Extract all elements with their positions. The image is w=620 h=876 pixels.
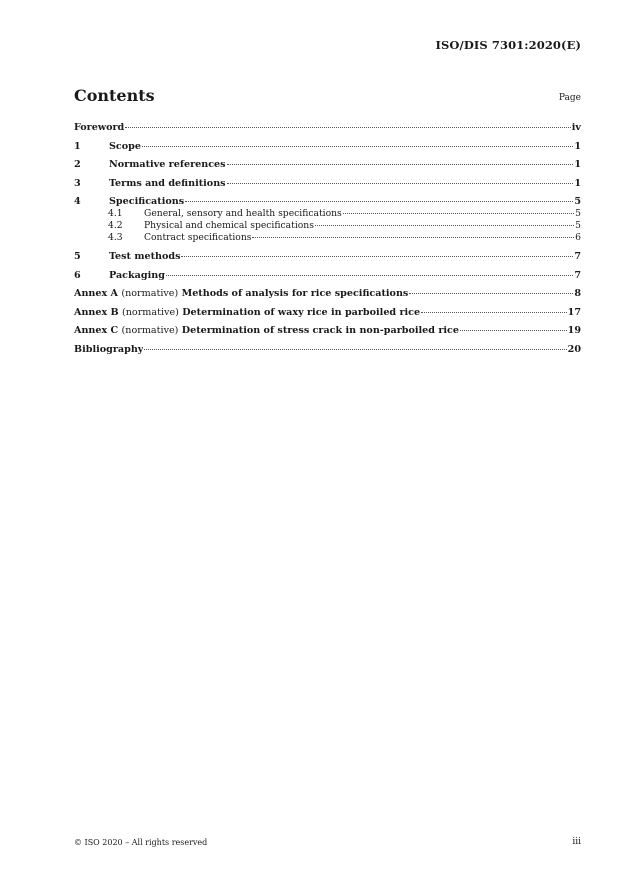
toc-entry-title: Physical and chemical specifications	[144, 220, 314, 232]
toc-entry-title: Packaging	[109, 269, 165, 281]
table-of-contents	[74, 122, 581, 362]
toc-entry-number: 3	[74, 177, 81, 189]
toc-entry-foreword[interactable]	[74, 122, 581, 134]
toc-entry-title	[74, 307, 420, 319]
toc-entry-terms-and-definitions[interactable]	[74, 178, 581, 190]
dot-leader	[142, 146, 573, 147]
toc-entry-number: 4	[74, 196, 81, 207]
toc-entry-annex-c[interactable]	[74, 325, 581, 337]
copyright-notice: © ISO 2020 – All rights reserved	[74, 838, 208, 847]
toc-entry-number: 5	[74, 251, 81, 263]
toc-entry-page: 5	[575, 208, 581, 219]
dot-leader	[227, 164, 574, 165]
toc-entry-number: 1	[74, 140, 81, 152]
toc-entry-page: 1	[574, 140, 581, 152]
document-code: ISO/DIS 7301:2020(E)	[435, 38, 581, 52]
toc-entry-bibliography[interactable]	[74, 344, 581, 356]
toc-entry-number: 6	[74, 269, 81, 281]
toc-entry-page: 1	[574, 159, 581, 170]
toc-entry-title: Normative references	[109, 159, 226, 170]
annex-title: Determination of waxy rice in parboiled rice	[182, 306, 421, 318]
toc-entry-page: 20	[567, 343, 581, 355]
page-number: iii	[572, 837, 581, 847]
dot-leader	[315, 225, 574, 226]
toc-entry-page: 5	[574, 196, 581, 207]
dot-leader	[252, 237, 574, 238]
toc-entry-title: Specifications	[109, 196, 185, 207]
toc-entry-number: 4.3	[108, 232, 123, 244]
toc-entry-page: 1	[574, 177, 581, 189]
toc-entry-title: General, sensory and health specifications	[144, 208, 342, 219]
annex-label: Annex C	[74, 325, 119, 337]
toc-entry-specifications[interactable]	[74, 196, 581, 208]
annex-kind: (normative)	[122, 306, 179, 318]
dot-leader	[185, 201, 573, 202]
dot-leader	[125, 127, 571, 128]
dot-leader	[343, 213, 574, 214]
toc-entry-number: 2	[74, 159, 81, 170]
toc-entry-packaging[interactable]	[74, 270, 581, 282]
annex-title: Methods of analysis for rice specifications	[181, 288, 409, 300]
annex-title: Determination of stress crack in non-parboiled rice	[181, 325, 459, 337]
annex-label: Annex A	[74, 288, 119, 300]
toc-entry-page: 19	[567, 325, 581, 337]
contents-heading: Contents	[74, 86, 155, 105]
dot-leader	[144, 349, 566, 350]
toc-entry-title: Scope	[109, 140, 141, 152]
dot-leader	[409, 293, 573, 294]
dot-leader	[421, 312, 567, 313]
toc-entry-page: 8	[574, 288, 581, 300]
toc-entry-test-methods[interactable]	[74, 251, 581, 263]
toc-entry-page: 17	[567, 306, 581, 318]
dot-leader	[460, 330, 567, 331]
toc-entry-title: Foreword	[74, 122, 125, 133]
toc-entry-page: 6	[575, 232, 581, 244]
dot-leader	[166, 275, 573, 276]
toc-entry-title	[74, 288, 408, 300]
toc-entry-title: Test methods	[109, 251, 181, 263]
toc-entry-scope[interactable]	[74, 141, 581, 153]
annex-label: Annex B	[74, 306, 119, 318]
toc-entry-page: 7	[574, 269, 581, 281]
toc-entry-page: iv	[571, 122, 581, 133]
toc-subentry-general-sensory-health[interactable]	[74, 208, 581, 220]
toc-entry-normative-references[interactable]	[74, 159, 581, 171]
toc-entry-title: Terms and definitions	[109, 177, 226, 189]
toc-entry-title: Contract specifications	[144, 232, 252, 244]
toc-entry-number: 4.2	[108, 220, 123, 232]
page-column-label: Page	[558, 93, 581, 103]
toc-entry-annex-b[interactable]	[74, 307, 581, 319]
toc-entry-number: 4.1	[108, 208, 123, 219]
toc-entry-annex-a[interactable]	[74, 288, 581, 300]
annex-kind: (normative)	[121, 325, 179, 337]
annex-kind: (normative)	[121, 288, 179, 300]
toc-subentry-contract[interactable]	[74, 232, 581, 244]
toc-entry-page: 7	[574, 251, 581, 263]
toc-entry-title: Bibliography	[74, 343, 144, 355]
toc-entry-page: 5	[575, 220, 581, 232]
toc-entry-title	[74, 325, 459, 337]
toc-subentry-physical-chemical[interactable]	[74, 220, 581, 232]
dot-leader	[227, 183, 574, 184]
dot-leader	[181, 256, 573, 257]
